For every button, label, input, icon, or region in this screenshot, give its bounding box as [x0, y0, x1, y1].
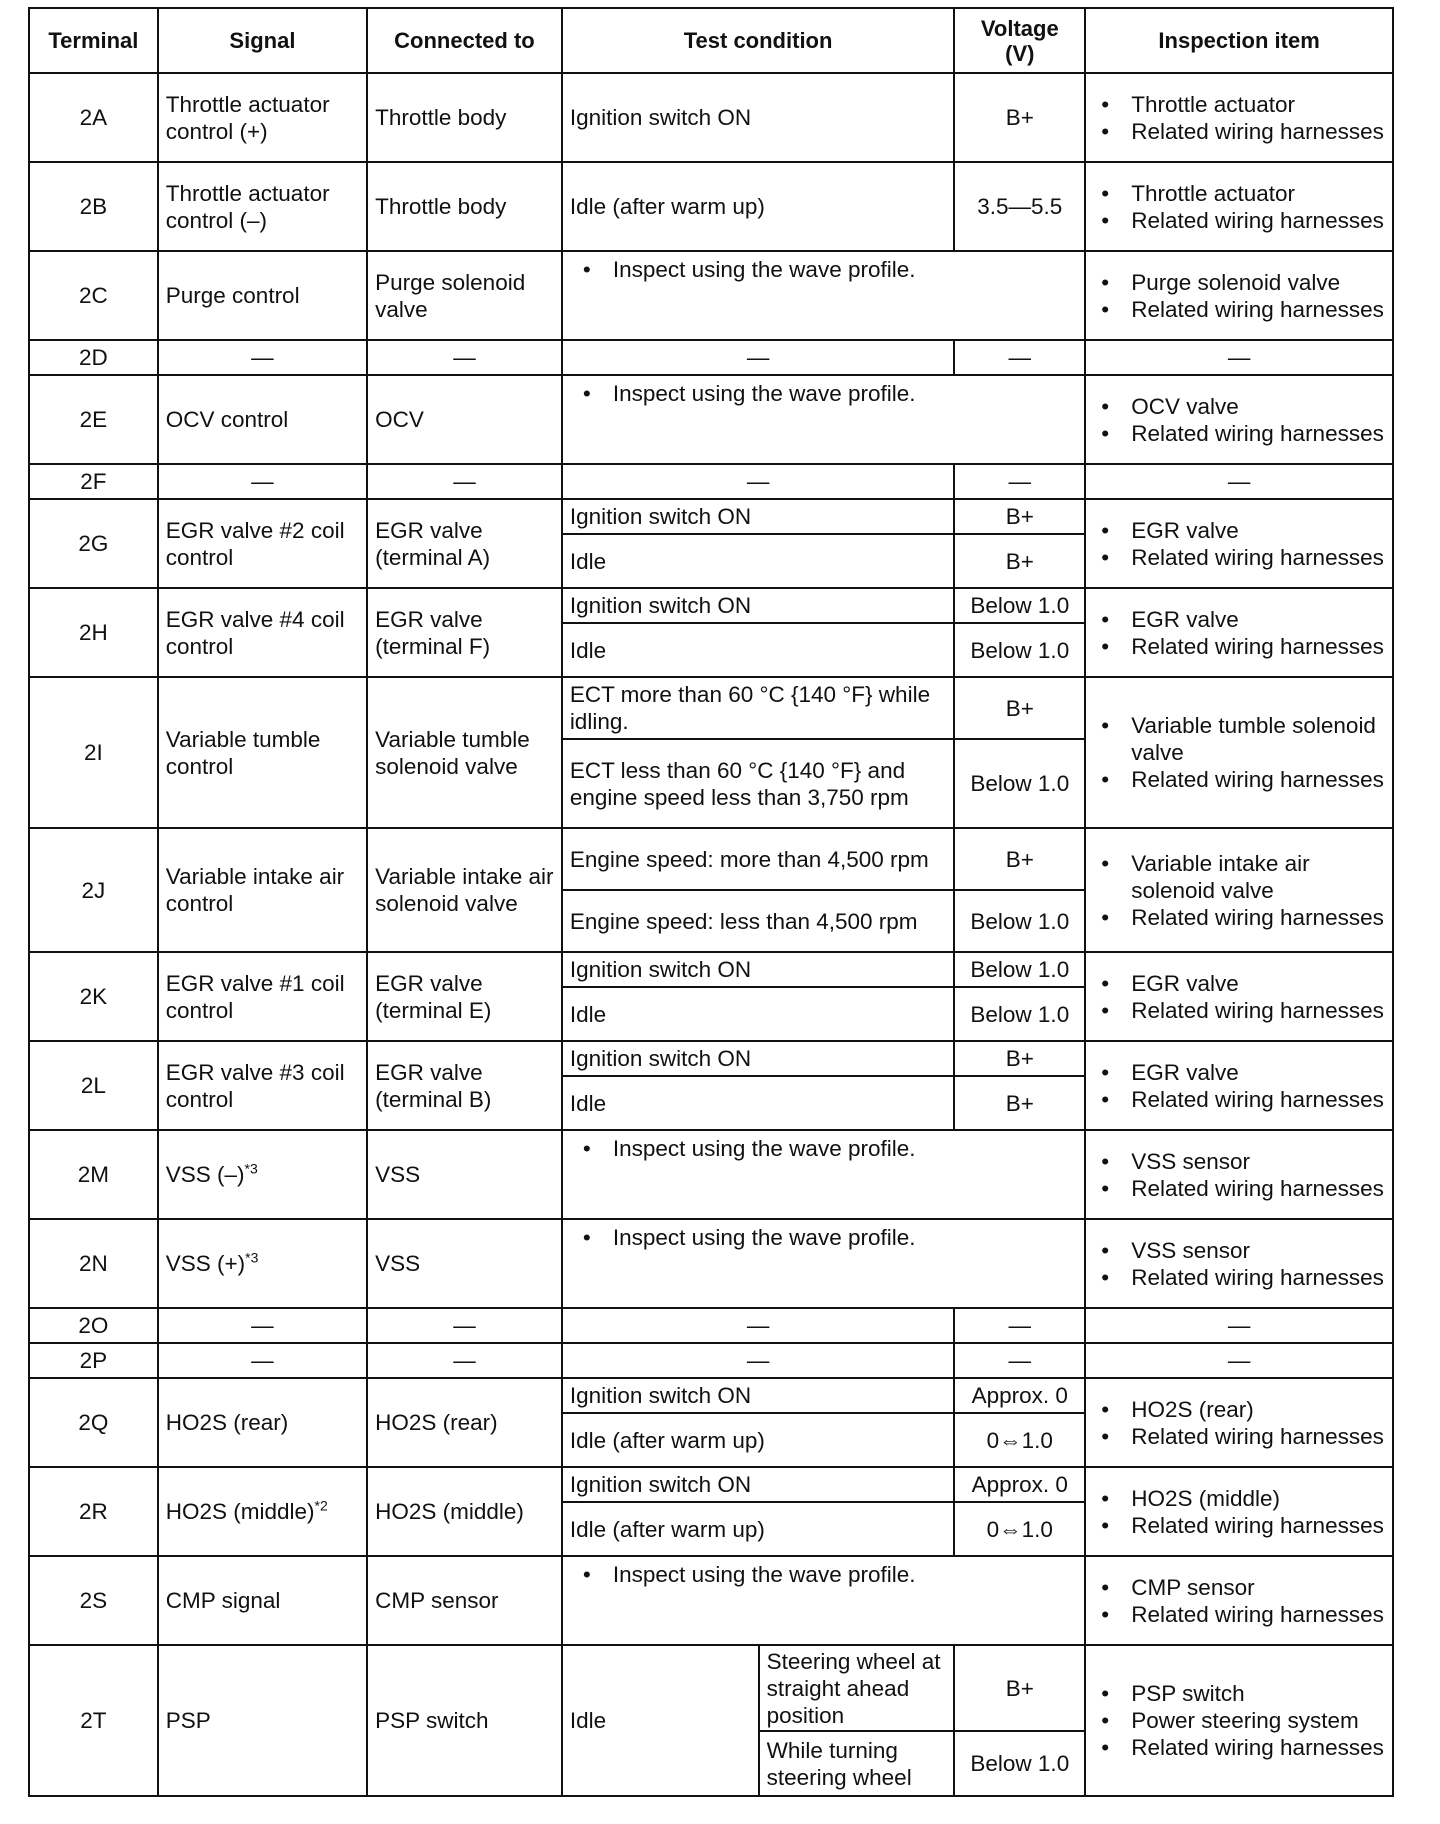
voltage-cell: B+ — [954, 499, 1085, 534]
list-item: • Related wiring harnesses — [1093, 118, 1385, 145]
terminal-cell: 2M — [29, 1130, 158, 1219]
signal-text: PSP — [165, 1708, 211, 1733]
test-condition-cell: ECT less than 60 °C {140 °F} and engine speed less than 3,750 rpm — [562, 739, 955, 828]
terminal-cell: 2C — [29, 251, 158, 340]
connected-to-cell: EGR valve (terminal A) — [367, 499, 562, 588]
table-row-2l — [29, 1041, 1393, 1076]
list-item: • Related wiring harnesses — [1093, 1086, 1385, 1113]
test-condition-cell: Ignition switch ON — [562, 1041, 955, 1076]
inspection-cell — [1085, 1378, 1393, 1467]
voltage-cell: Below 1.0 — [954, 987, 1085, 1041]
test-condition-cell: Ignition switch ON — [562, 588, 955, 623]
inspection-cell — [1085, 677, 1393, 828]
voltage-cell: 3.5—5.5 — [954, 162, 1085, 251]
signal-text: Variable intake air control — [165, 864, 345, 916]
voltage-cell: — — [954, 340, 1085, 375]
inspection-list — [1093, 712, 1385, 793]
list-item: • Related wiring harnesses — [1093, 1264, 1385, 1291]
voltage-cell: B+ — [954, 73, 1085, 162]
list-item: • Related wiring harnesses — [1093, 544, 1385, 571]
test-sub-condition-cell: While turning steering wheel — [759, 1731, 955, 1796]
list-item: • Throttle actuator — [1093, 91, 1385, 118]
table-row-2s — [29, 1556, 1393, 1645]
inspection-list — [1093, 1059, 1385, 1113]
inspection-list — [1093, 517, 1385, 571]
signal-text: HO2S (middle) — [165, 1499, 315, 1524]
connected-cell: — — [367, 340, 562, 375]
test-condition-cell — [562, 251, 1085, 340]
voltage-cell: B+ — [954, 534, 1085, 588]
table-row-2k — [29, 952, 1393, 987]
connected-to-cell: Variable intake air solenoid valve — [367, 828, 562, 952]
voltage-cell: Below 1.0 — [954, 588, 1085, 623]
signal-text: Variable tumble control — [165, 726, 321, 779]
table-row-2r — [29, 1467, 1393, 1502]
list-item: • Related wiring harnesses — [1093, 207, 1385, 234]
terminal-cell: 2R — [29, 1467, 158, 1556]
connected-to-cell: Throttle body — [367, 73, 562, 162]
signal-cell — [158, 588, 367, 677]
inspection-cell — [1085, 1130, 1393, 1219]
inspection-cell: — — [1085, 340, 1393, 375]
inspection-cell — [1085, 375, 1393, 464]
list-item: • OCV valve — [1093, 393, 1385, 420]
table-row-2d — [29, 340, 1393, 375]
inspection-cell — [1085, 952, 1393, 1041]
signal-text: Throttle actuator control (+) — [165, 91, 330, 144]
header-voltage: Voltage (V) — [954, 8, 1085, 73]
voltage-cell: Below 1.0 — [954, 890, 1085, 952]
voltage-cell: Approx. 0 — [954, 1378, 1085, 1413]
connected-to-cell: OCV — [367, 375, 562, 464]
list-item: • Purge solenoid valve — [1093, 269, 1385, 296]
signal-text: EGR valve #3 coil control — [165, 1059, 345, 1112]
signal-text: Purge control — [165, 283, 300, 308]
terminal-cell: 2O — [29, 1308, 158, 1343]
voltage-cell: — — [954, 1343, 1085, 1378]
connected-cell: — — [367, 1308, 562, 1343]
table-row-2b — [29, 162, 1393, 251]
voltage-cell: 0⇔1.0 — [954, 1413, 1085, 1467]
wave-note — [575, 1135, 1077, 1162]
signal-cell — [158, 1219, 367, 1308]
table-row-2f — [29, 464, 1393, 499]
voltage-cell: Below 1.0 — [954, 739, 1085, 828]
list-item: • Throttle actuator — [1093, 180, 1385, 207]
voltage-cell: — — [954, 1308, 1085, 1343]
signal-text: CMP signal — [165, 1588, 281, 1613]
test-condition-cell — [562, 1556, 1085, 1645]
list-item: • Related wiring harnesses — [1093, 1734, 1385, 1761]
test-condition-cell: — — [562, 464, 955, 499]
connected-cell: — — [367, 464, 562, 499]
connected-to-cell: CMP sensor — [367, 1556, 562, 1645]
table-row-2h — [29, 588, 1393, 623]
signal-cell: — — [158, 1343, 367, 1378]
header-connected-to: Connected to — [367, 8, 562, 73]
connected-to-cell: HO2S (middle) — [367, 1467, 562, 1556]
connected-to-cell: HO2S (rear) — [367, 1378, 562, 1467]
terminal-cell: 2G — [29, 499, 158, 588]
inspection-list — [1093, 91, 1385, 145]
test-condition-cell: Idle — [562, 534, 955, 588]
header-terminal: Terminal — [29, 8, 158, 73]
list-item: • VSS sensor — [1093, 1148, 1385, 1175]
connected-to-cell: EGR valve (terminal F) — [367, 588, 562, 677]
test-condition-cell: Engine speed: more than 4,500 rpm — [562, 828, 955, 890]
inspection-list — [1093, 1574, 1385, 1628]
terminal-cell: 2Q — [29, 1378, 158, 1467]
test-condition-cell: ECT more than 60 °C {140 °F} while idling. — [562, 677, 955, 739]
terminal-cell: 2L — [29, 1041, 158, 1130]
test-condition-cell — [562, 1219, 1085, 1308]
test-condition-cell: Idle — [562, 987, 955, 1041]
inspection-cell — [1085, 251, 1393, 340]
voltage-cell: Below 1.0 — [954, 623, 1085, 677]
test-condition-cell: Idle (after warm up) — [562, 162, 955, 251]
test-condition-cell: — — [562, 1308, 955, 1343]
table-row-2g — [29, 499, 1393, 534]
signal-cell — [158, 1467, 367, 1556]
inspection-cell — [1085, 1219, 1393, 1308]
signal-cell — [158, 73, 367, 162]
terminal-cell: 2I — [29, 677, 158, 828]
signal-text: EGR valve #4 coil control — [165, 606, 345, 659]
signal-cell — [158, 952, 367, 1041]
table-row-2q — [29, 1378, 1393, 1413]
terminal-inspection-table — [28, 7, 1394, 1797]
signal-cell — [158, 828, 367, 952]
signal-cell — [158, 1378, 367, 1467]
voltage-cell: B+ — [954, 828, 1085, 890]
test-sub-condition-cell: Steering wheel at straight ahead position — [759, 1645, 955, 1731]
inspection-cell — [1085, 73, 1393, 162]
terminal-cell: 2K — [29, 952, 158, 1041]
footnote-marker: *3 — [244, 1160, 258, 1177]
voltage-cell: B+ — [954, 1645, 1085, 1731]
list-item: • Related wiring harnesses — [1093, 997, 1385, 1024]
inspection-cell — [1085, 499, 1393, 588]
table-row-2p — [29, 1343, 1393, 1378]
table-row-2e — [29, 375, 1393, 464]
test-condition-cell: Idle — [562, 623, 955, 677]
connected-to-cell: EGR valve (terminal E) — [367, 952, 562, 1041]
signal-cell: — — [158, 464, 367, 499]
terminal-cell: 2J — [29, 828, 158, 952]
list-item: • Related wiring harnesses — [1093, 1601, 1385, 1628]
signal-cell — [158, 162, 367, 251]
inspection-cell — [1085, 1467, 1393, 1556]
terminal-cell: 2F — [29, 464, 158, 499]
voltage-cell: Approx. 0 — [954, 1467, 1085, 1502]
wave-note — [575, 380, 1077, 407]
list-item: • Related wiring harnesses — [1093, 904, 1385, 931]
signal-cell: — — [158, 340, 367, 375]
list-item: • Inspect using the wave profile. — [575, 380, 1077, 407]
signal-text: HO2S (rear) — [165, 1410, 289, 1435]
inspection-cell: — — [1085, 1308, 1393, 1343]
list-item: • Inspect using the wave profile. — [575, 1561, 1077, 1588]
table-row-2i — [29, 677, 1393, 739]
terminal-cell: 2N — [29, 1219, 158, 1308]
signal-cell — [158, 375, 367, 464]
connected-to-cell: Throttle body — [367, 162, 562, 251]
connected-to-cell: PSP switch — [367, 1645, 562, 1796]
test-condition-cell: Idle (after warm up) — [562, 1502, 955, 1556]
table-row-2m — [29, 1130, 1393, 1219]
test-condition-cell: Idle — [562, 1076, 955, 1130]
inspection-list — [1093, 606, 1385, 660]
signal-text: EGR valve #2 coil control — [165, 517, 345, 570]
inspection-list — [1093, 850, 1385, 931]
list-item: • Variable intake air solenoid valve — [1093, 850, 1385, 904]
inspection-list — [1093, 180, 1385, 234]
table-row-2c — [29, 251, 1393, 340]
inspection-list — [1093, 1237, 1385, 1291]
header-test-condition: Test condition — [562, 8, 955, 73]
signal-cell — [158, 1130, 367, 1219]
inspection-cell — [1085, 588, 1393, 677]
list-item: • CMP sensor — [1093, 1574, 1385, 1601]
connected-to-cell: EGR valve (terminal B) — [367, 1041, 562, 1130]
connected-to-cell: Variable tumble solenoid valve — [367, 677, 562, 828]
connected-cell: — — [367, 1343, 562, 1378]
test-condition-cell: Ignition switch ON — [562, 499, 955, 534]
connected-to-cell: VSS — [367, 1219, 562, 1308]
inspection-list — [1093, 1396, 1385, 1450]
voltage-cell: Below 1.0 — [954, 952, 1085, 987]
signal-text: VSS (+) — [165, 1251, 246, 1276]
table-row-2a — [29, 73, 1393, 162]
test-condition-cell: Ignition switch ON — [562, 1467, 955, 1502]
connected-to-cell: Purge solenoid valve — [367, 251, 562, 340]
list-item: • Related wiring harnesses — [1093, 420, 1385, 447]
list-item: • PSP switch — [1093, 1680, 1385, 1707]
inspection-cell — [1085, 1041, 1393, 1130]
inspection-cell — [1085, 162, 1393, 251]
test-condition-cell — [562, 375, 1085, 464]
voltage-cell: B+ — [954, 1041, 1085, 1076]
list-item: • Related wiring harnesses — [1093, 1423, 1385, 1450]
list-item: • Related wiring harnesses — [1093, 766, 1385, 793]
inspection-list — [1093, 1485, 1385, 1539]
table-row-2o — [29, 1308, 1393, 1343]
wave-note — [575, 1561, 1077, 1588]
table-row-2t — [29, 1645, 1393, 1731]
terminal-cell: 2B — [29, 162, 158, 251]
list-item: • HO2S (middle) — [1093, 1485, 1385, 1512]
test-condition-cell: Ignition switch ON — [562, 952, 955, 987]
voltage-cell: B+ — [954, 677, 1085, 739]
voltage-cell: B+ — [954, 1076, 1085, 1130]
test-condition-cell: Idle (after warm up) — [562, 1413, 955, 1467]
terminal-cell: 2P — [29, 1343, 158, 1378]
signal-text: VSS (–) — [165, 1162, 245, 1187]
signal-cell — [158, 1556, 367, 1645]
header-row — [29, 8, 1393, 73]
signal-cell — [158, 1041, 367, 1130]
signal-cell — [158, 499, 367, 588]
signal-cell — [158, 1645, 367, 1796]
test-condition-cell: Ignition switch ON — [562, 1378, 955, 1413]
list-item: • Related wiring harnesses — [1093, 1175, 1385, 1202]
header-signal: Signal — [158, 8, 367, 73]
terminal-cell: 2H — [29, 588, 158, 677]
terminal-cell: 2A — [29, 73, 158, 162]
list-item: • Related wiring harnesses — [1093, 1512, 1385, 1539]
test-condition-cell — [562, 1130, 1085, 1219]
inspection-list — [1093, 269, 1385, 323]
signal-cell — [158, 677, 367, 828]
inspection-cell — [1085, 828, 1393, 952]
table-row-2j — [29, 828, 1393, 890]
inspection-cell: — — [1085, 464, 1393, 499]
list-item: • EGR valve — [1093, 517, 1385, 544]
voltage-cell: 0⇔1.0 — [954, 1502, 1085, 1556]
list-item: • VSS sensor — [1093, 1237, 1385, 1264]
voltage-cell: Below 1.0 — [954, 1731, 1085, 1796]
list-item: • Power steering system — [1093, 1707, 1385, 1734]
inspection-list — [1093, 393, 1385, 447]
test-condition-cell: — — [562, 340, 955, 375]
list-item: • Inspect using the wave profile. — [575, 1135, 1077, 1162]
signal-text: EGR valve #1 coil control — [165, 970, 345, 1023]
table-row-2n — [29, 1219, 1393, 1308]
list-item: • Inspect using the wave profile. — [575, 1224, 1077, 1251]
test-condition-cell: Engine speed: less than 4,500 rpm — [562, 890, 955, 952]
wave-note — [575, 256, 1077, 283]
signal-cell — [158, 251, 367, 340]
terminal-cell: 2E — [29, 375, 158, 464]
list-item: • Variable tumble solenoid valve — [1093, 712, 1385, 766]
list-item: • EGR valve — [1093, 1059, 1385, 1086]
inspection-list — [1093, 970, 1385, 1024]
inspection-list — [1093, 1680, 1385, 1761]
inspection-cell: — — [1085, 1343, 1393, 1378]
signal-text: Throttle actuator control (–) — [165, 180, 330, 233]
test-condition-cell: — — [562, 1343, 955, 1378]
terminal-cell: 2S — [29, 1556, 158, 1645]
footnote-marker: *2 — [314, 1497, 328, 1514]
terminal-cell: 2T — [29, 1645, 158, 1796]
terminal-cell: 2D — [29, 340, 158, 375]
voltage-cell: — — [954, 464, 1085, 499]
wave-note — [575, 1224, 1077, 1251]
signal-cell: — — [158, 1308, 367, 1343]
signal-text: OCV control — [165, 407, 289, 432]
list-item: • Related wiring harnesses — [1093, 296, 1385, 323]
list-item: • Inspect using the wave profile. — [575, 256, 1077, 283]
test-condition-cell: Idle — [562, 1645, 759, 1796]
list-item: • HO2S (rear) — [1093, 1396, 1385, 1423]
test-condition-cell: Ignition switch ON — [562, 73, 955, 162]
inspection-cell — [1085, 1645, 1393, 1796]
list-item: • EGR valve — [1093, 970, 1385, 997]
header-inspection-item: Inspection item — [1085, 8, 1393, 73]
list-item: • EGR valve — [1093, 606, 1385, 633]
inspection-cell — [1085, 1556, 1393, 1645]
inspection-list — [1093, 1148, 1385, 1202]
list-item: • Related wiring harnesses — [1093, 633, 1385, 660]
footnote-marker: *3 — [245, 1249, 259, 1266]
connected-to-cell: VSS — [367, 1130, 562, 1219]
